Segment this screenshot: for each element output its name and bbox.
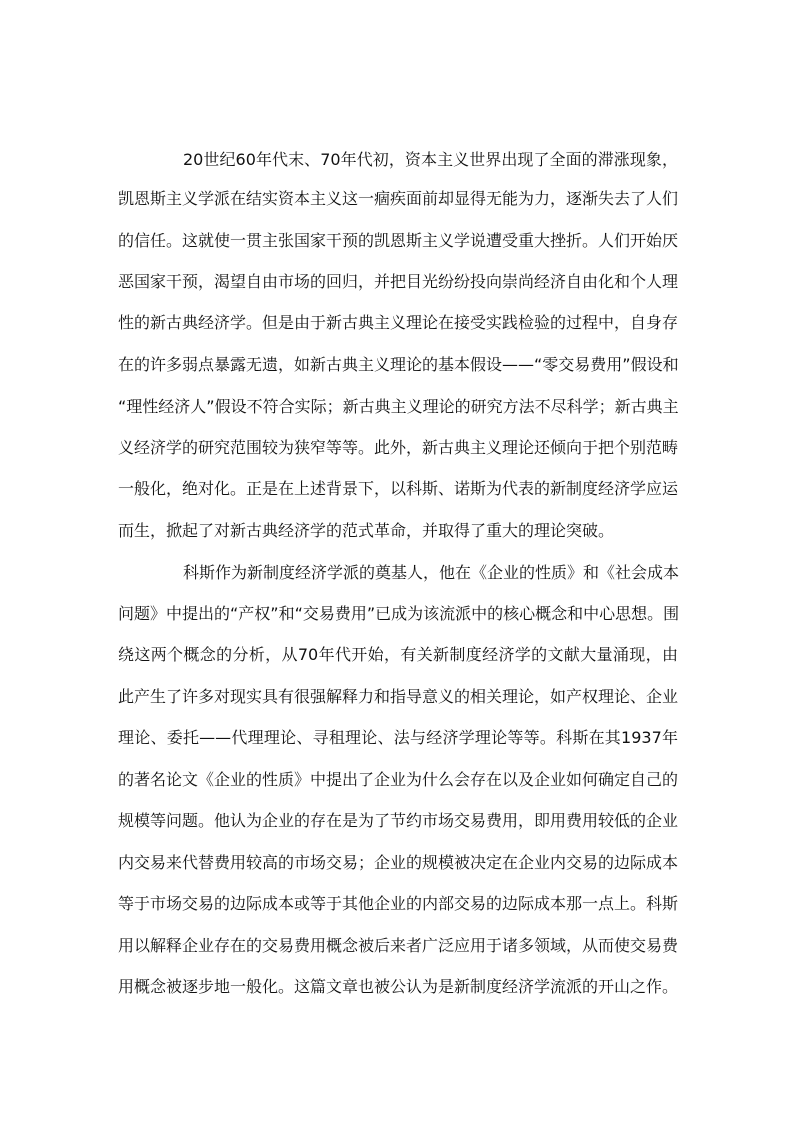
paragraph-2-line-9: 等于市场交易的边际成本或等于其他企业的内部交易的边际成本那一点上。科斯 [118, 894, 679, 913]
paragraph-1-line-8: 义经济学的研究范围较为狭窄等等。此外，新古典主义理论还倾向于把个别范畴 [118, 438, 679, 457]
paragraph-2-line-11: 用概念被逐步地一般化。这篇文章也被公认为是新制度经济学流派的开山之作。 [118, 977, 679, 996]
paragraph-1-line-4: 恶国家干预，渴望自由市场的回归，并把目光纷纷投向崇尚经济自由化和个人理 [118, 272, 679, 291]
paragraph-1-line-5: 性的新古典经济学。但是由于新古典主义理论在接受实践检验的过程中，自身存 [118, 313, 679, 332]
paragraph-1-line-1: 20世纪60年代末、70年代初，资本主义世界出现了全面的滞涨现象， [183, 150, 678, 169]
paragraph-2-line-5: 理论、委托——代理理论、寻租理论、法与经济学理论等等。科斯在其1937年 [118, 728, 678, 747]
paragraph-2-line-7: 规模等问题。他认为企业的存在是为了节约市场交易费用，即用费用较低的企业 [118, 811, 679, 830]
paragraph-1-line-9: 一般化，绝对化。正是在上述背景下，以科斯、诺斯为代表的新制度经济学应运 [118, 479, 679, 498]
paragraph-1-line-2: 凯恩斯主义学派在结实资本主义这一痼疾面前却显得无能为力，逐渐失去了人们 [118, 189, 679, 208]
paragraph-2-line-10: 用以解释企业存在的交易费用概念被后来者广泛应用于诸多领域，从而使交易费 [118, 936, 679, 955]
paragraph-2-line-2: 问题》中提出的“产权”和“交易费用”已成为该流派中的核心概念和中心思想。围 [118, 604, 680, 623]
paragraph-2-line-1: 科斯作为新制度经济学派的奠基人，他在《企业的性质》和《社会成本 [183, 563, 680, 582]
paragraph-1-line-6: 在的许多弱点暴露无遗，如新古典主义理论的基本假设——“零交易费用”假设和 [118, 355, 679, 374]
paragraph-2-line-4: 此产生了许多对现实具有很强解释力和指导意义的相关理论，如产权理论、企业 [118, 687, 679, 706]
paragraph-1-line-7: “理性经济人”假设不符合实际；新古典主义理论的研究方法不尽科学；新古典主 [118, 397, 679, 416]
paragraph-2-line-6: 的著名论文《企业的性质》中提出了企业为什么会存在以及企业如何确定自己的 [118, 770, 679, 789]
paragraph-2-line-8: 内交易来代替费用较高的市场交易；企业的规模被决定在企业内交易的边际成本 [118, 853, 679, 872]
paragraph-1-line-3: 的信任。这就使一贯主张国家干预的凯恩斯主义学说遭受重大挫折。人们开始厌 [118, 231, 679, 250]
paragraph-1-line-10: 而生，掀起了对新古典经济学的范式革命，并取得了重大的理论突破。 [118, 521, 615, 540]
paragraph-2-line-3: 绕这两个概念的分析，从70年代开始，有关新制度经济学的文献大量涌现，由 [118, 645, 678, 664]
